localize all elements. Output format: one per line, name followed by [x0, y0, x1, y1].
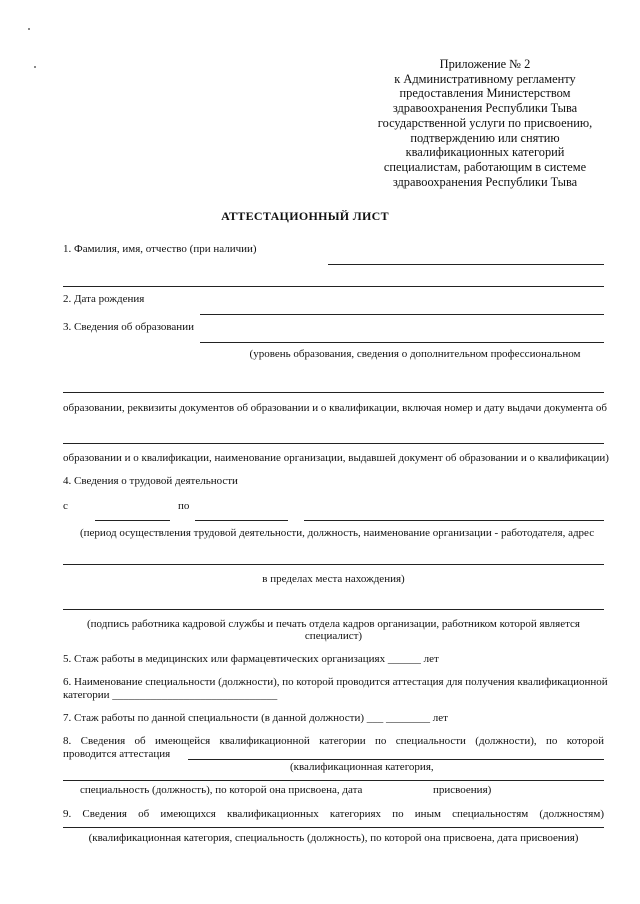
full-name-field-line2[interactable] — [63, 286, 604, 287]
item-6-label: 6. Наименование специальности (должности), по которой проводится аттестация для получения квалификационной — [63, 676, 608, 688]
page-title: АТТЕСТАЦИОННЫЙ ЛИСТ — [221, 209, 389, 223]
item-8-label-2: проводится аттестация — [63, 748, 171, 760]
item-1-label: 1. Фамилия, имя, отчество (при наличии) — [63, 243, 257, 255]
other-categories-field[interactable] — [63, 827, 604, 828]
hr-signature-hint-b: специалист) — [304, 630, 363, 642]
appendix-header — [360, 57, 610, 189]
appendix-line: здравоохранения Республики Тыва — [392, 101, 578, 116]
item-9-label: 9. Сведения об имеющихся квалификационных категориях по иным специальностям (должностям) — [63, 808, 604, 820]
scan-speck — [28, 28, 30, 30]
birth-date-field[interactable] — [200, 314, 604, 315]
employment-field-line2[interactable] — [63, 564, 604, 565]
item-2-label: 2. Дата рождения — [63, 293, 145, 305]
category-hint-1: (квалификационная категория, — [290, 761, 434, 773]
education-field-line3[interactable] — [63, 443, 604, 444]
category-field[interactable] — [188, 759, 604, 760]
appendix-line: специалистам, работающим в системе — [383, 159, 587, 174]
category-hint-2b: присвоения) — [433, 784, 492, 796]
category-field-line2[interactable] — [63, 780, 604, 781]
appendix-line: к Административному регламенту — [394, 71, 576, 86]
item-8-label: 8. Сведения об имеющейся квалификационной категории по специальности (должности), по которой — [63, 735, 604, 747]
appendix-line: Приложение № 2 — [439, 57, 531, 71]
item-5-label: 5. Стаж работы в медицинских или фармацевтических организациях ______ лет — [63, 653, 439, 665]
employment-field[interactable] — [304, 520, 604, 521]
appendix-line: здравоохранения Республики Тыва — [392, 174, 578, 189]
item-4-label: 4. Сведения о трудовой деятельности — [63, 475, 238, 487]
hr-signature-field[interactable] — [63, 609, 604, 610]
education-field-line2[interactable] — [63, 392, 604, 393]
appendix-line: предоставления Министерством — [399, 86, 571, 101]
item-3-label: 3. Сведения об образовании — [63, 321, 194, 333]
other-categories-hint: (квалификационная категория, специальность (должность), по которой она присвоена, дата присвоения) — [88, 832, 579, 844]
period-to-field[interactable] — [195, 520, 288, 521]
appendix-line: квалификационных категорий — [405, 145, 565, 160]
employment-hint-2: в пределах места нахождения) — [262, 573, 405, 585]
education-field[interactable] — [200, 342, 604, 343]
item-7-label: 7. Стаж работы по данной специальности (в данной должности) ___ ________ лет — [63, 712, 448, 724]
item-6-category: категории ______________________________ — [63, 689, 278, 701]
appendix-line: государственной услуги по присвоению, — [377, 115, 593, 130]
education-hint-3: образовании и о квалификации, наименование организации, выдавшей документ об образовании и о квалификации) — [63, 452, 609, 464]
period-from-label: с — [63, 500, 68, 512]
education-hint-2: образовании, реквизиты документов об образовании и о квалификации, включая номер и дату выдачи документа об — [63, 402, 608, 414]
category-hint-2a: специальность (должность), по которой она присвоена, дата — [80, 784, 363, 796]
full-name-field[interactable] — [328, 264, 604, 265]
education-hint-1: (уровень образования, сведения о дополнительном профессиональном — [249, 348, 581, 360]
scan-speck — [34, 66, 36, 68]
appendix-line: подтверждению или снятию — [410, 130, 560, 145]
period-to-label: по — [178, 500, 190, 512]
employment-hint-1: (период осуществления трудовой деятельности, должность, наименование организации - работодателя, адрес — [80, 527, 595, 539]
hr-signature-hint-a: (подпись работника кадровой службы и печать отдела кадров организации, работником которой является — [87, 618, 580, 630]
period-from-field[interactable] — [95, 520, 170, 521]
